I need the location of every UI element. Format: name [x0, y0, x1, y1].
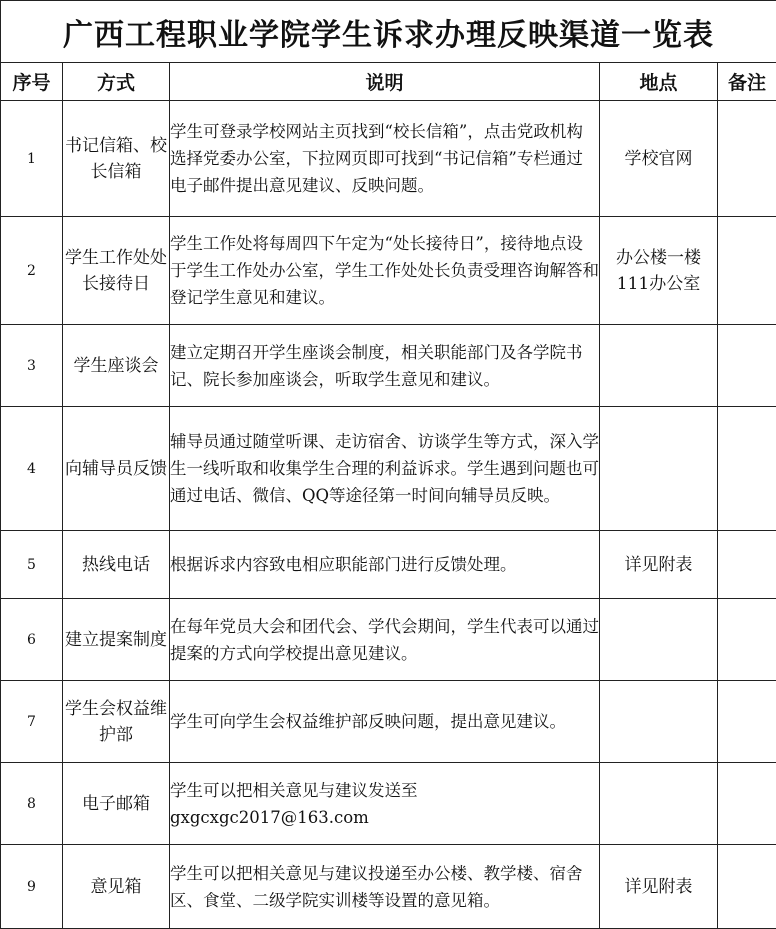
header-no: 序号 [1, 63, 63, 101]
row-description: 学生可向学生会权益维护部反映问题，提出意见建议。 [170, 681, 600, 763]
row-note [718, 599, 776, 681]
row-method: 意见箱 [63, 845, 170, 929]
row-location [600, 599, 718, 681]
header-desc: 说明 [170, 63, 600, 101]
header-note: 备注 [718, 63, 776, 101]
row-description: 根据诉求内容致电相应职能部门进行反馈处理。 [170, 531, 600, 599]
title-row [1, 1, 776, 63]
page-title: 广西工程职业学院学生诉求办理反映渠道一览表 [1, 1, 776, 63]
table-row [1, 763, 776, 845]
row-note [718, 407, 776, 531]
row-location [600, 763, 718, 845]
table-row [1, 599, 776, 681]
row-location: 详见附表 [600, 845, 718, 929]
row-note [718, 763, 776, 845]
row-method: 电子邮箱 [63, 763, 170, 845]
row-note [718, 845, 776, 929]
row-number: 1 [1, 101, 63, 217]
row-method: 学生工作处处长接待日 [63, 217, 170, 325]
table-row [1, 845, 776, 929]
row-description: 学生可以把相关意见与建议发送至gxgcxgc2017@163.com [170, 763, 600, 845]
row-note [718, 531, 776, 599]
table-row [1, 217, 776, 325]
row-number: 7 [1, 681, 63, 763]
row-note [718, 325, 776, 407]
row-location [600, 681, 718, 763]
row-method: 建立提案制度 [63, 599, 170, 681]
row-location: 学校官网 [600, 101, 718, 217]
row-note [718, 217, 776, 325]
header-location: 地点 [600, 63, 718, 101]
row-location: 办公楼一楼111办公室 [600, 217, 718, 325]
row-method: 学生座谈会 [63, 325, 170, 407]
row-note [718, 681, 776, 763]
row-number: 2 [1, 217, 63, 325]
row-method: 学生会权益维护部 [63, 681, 170, 763]
table-row [1, 681, 776, 763]
row-location: 详见附表 [600, 531, 718, 599]
row-description: 在每年党员大会和团代会、学代会期间，学生代表可以通过提案的方式向学校提出意见建议。 [170, 599, 600, 681]
row-number: 4 [1, 407, 63, 531]
row-method: 热线电话 [63, 531, 170, 599]
row-description: 学生可登录学校网站主页找到“校长信箱”，点击党政机构选择党委办公室，下拉网页即可找到“书记信箱”专栏通过电子邮件提出意见建议、反映问题。 [170, 101, 600, 217]
row-number: 5 [1, 531, 63, 599]
header-row [1, 63, 776, 101]
row-description: 建立定期召开学生座谈会制度，相关职能部门及各学院书记、院长参加座谈会，听取学生意见和建议。 [170, 325, 600, 407]
table-row [1, 531, 776, 599]
row-location [600, 325, 718, 407]
row-description: 学生可以把相关意见与建议投递至办公楼、教学楼、宿舍区、食堂、二级学院实训楼等设置的意见箱。 [170, 845, 600, 929]
row-method: 向辅导员反馈 [63, 407, 170, 531]
row-number: 3 [1, 325, 63, 407]
row-note [718, 101, 776, 217]
row-number: 9 [1, 845, 63, 929]
row-number: 6 [1, 599, 63, 681]
row-location [600, 407, 718, 531]
header-method: 方式 [63, 63, 170, 101]
table-row [1, 101, 776, 217]
row-number: 8 [1, 763, 63, 845]
row-description: 学生工作处将每周四下午定为“处长接待日”，接待地点设于学生工作处办公室，学生工作处处长负责受理咨询解答和登记学生意见和建议。 [170, 217, 600, 325]
row-description: 辅导员通过随堂听课、走访宿舍、访谈学生等方式，深入学生一线听取和收集学生合理的利益诉求。学生遇到问题也可通过电话、微信、QQ等途径第一时间向辅导员反映。 [170, 407, 600, 531]
table-row [1, 407, 776, 531]
row-method: 书记信箱、校长信箱 [63, 101, 170, 217]
table-row [1, 325, 776, 407]
